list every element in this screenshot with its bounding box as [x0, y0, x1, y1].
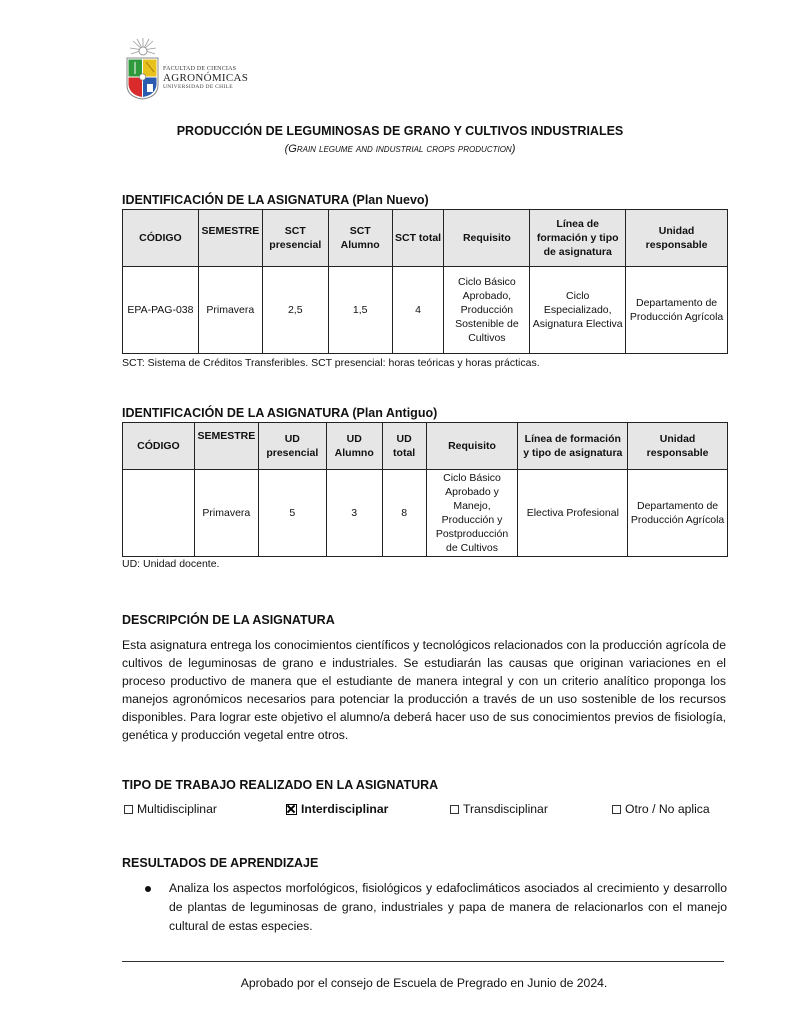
- col-header-total: UD total: [382, 423, 426, 470]
- bullet-icon: [145, 886, 151, 892]
- option-label: Otro / No aplica: [625, 802, 710, 816]
- logo-line-2: AGRONÓMICAS: [163, 72, 249, 84]
- plan-antiguo-table: [122, 422, 728, 557]
- tipo-trabajo-heading: TIPO DE TRABAJO REALIZADO EN LA ASIGNATURA: [122, 778, 439, 792]
- sun-rays-icon: [130, 38, 156, 58]
- checkbox-empty-icon[interactable]: [612, 805, 621, 814]
- col-header-unidad: Unidad responsable: [626, 210, 728, 267]
- university-shield-icon: [126, 57, 159, 100]
- col-header-codigo: CÓDIGO: [123, 210, 199, 267]
- col-header-alumno: SCT Alumno: [328, 210, 392, 267]
- cell-unidad: Departamento de Producción Agrícola: [626, 267, 728, 354]
- logo-line-1: FACULTAD DE CIENCIAS: [163, 66, 237, 72]
- faculty-logo: [122, 38, 249, 104]
- cell-total: 8: [382, 470, 426, 557]
- checkbox-empty-icon[interactable]: [124, 805, 133, 814]
- plan-nuevo-heading: IDENTIFICACIÓN DE LA ASIGNATURA (Plan Nuevo): [122, 193, 429, 207]
- document-title: PRODUCCIÓN DE LEGUMINOSAS DE GRANO Y CULTIVOS INDUSTRIALES: [176, 124, 624, 138]
- option-label: Interdisciplinar: [301, 802, 389, 816]
- option-label: Multidisciplinar: [137, 802, 217, 816]
- cell-linea: Ciclo Especializado, Asignatura Electiva: [530, 267, 626, 354]
- footer-divider: [122, 961, 724, 962]
- table-header-row: [123, 210, 728, 267]
- cell-total: 4: [392, 267, 444, 354]
- cell-alumno: 1,5: [328, 267, 392, 354]
- logo-line-3: UNIVERSIDAD DE CHILE: [163, 84, 233, 90]
- cell-requisito: Ciclo Básico Aprobado, Producción Sostenible de Cultivos: [444, 267, 530, 354]
- list-item: [145, 879, 727, 936]
- plan-nuevo-table: [122, 209, 728, 354]
- col-header-presencial: SCT presencial: [262, 210, 328, 267]
- checkbox-empty-icon[interactable]: [450, 805, 459, 814]
- col-header-linea: Línea de formación y tipo de asignatura: [530, 210, 626, 267]
- resultados-heading: RESULTADOS DE APRENDIZAJE: [122, 856, 319, 870]
- table-header-row: [123, 423, 728, 470]
- ud-note: UD: Unidad docente.: [122, 558, 220, 570]
- resultado-text: Analiza los aspectos morfológicos, fisiológicos y edafoclimáticos asociados al crecimiento y desarrollo de plantas de leguminosas de grano, industriales y papa de manera de relacionarlos con el manejo cultural de estas especies.: [169, 881, 727, 933]
- option-multidisciplinar[interactable]: [124, 802, 217, 816]
- cell-presencial: 5: [258, 470, 326, 557]
- col-header-presencial: UD presencial: [258, 423, 326, 470]
- cell-semestre: Primavera: [198, 267, 262, 354]
- cell-requisito: Ciclo Básico Aprobado y Manejo, Producción y Postproducción de Cultivos: [426, 470, 518, 557]
- footer-approval-text: Aprobado por el consejo de Escuela de Pregrado en Junio de 2024.: [240, 976, 608, 990]
- col-header-linea: Línea de formación y tipo de asignatura: [518, 423, 628, 470]
- col-header-codigo: CÓDIGO: [123, 423, 195, 470]
- col-header-total: SCT total: [392, 210, 444, 267]
- option-otro[interactable]: [612, 802, 710, 816]
- cell-unidad: Departamento de Producción Agrícola: [628, 470, 728, 557]
- checkbox-checked-icon[interactable]: [286, 804, 297, 815]
- table-row: [123, 267, 728, 354]
- cell-alumno: 3: [326, 470, 382, 557]
- document-subtitle: (Grain legume and industrial crops production): [284, 143, 516, 155]
- cell-codigo: [123, 470, 195, 557]
- resultados-list: [145, 879, 727, 936]
- option-interdisciplinar[interactable]: [286, 802, 388, 816]
- cell-presencial: 2,5: [262, 267, 328, 354]
- col-header-alumno: UD Alumno: [326, 423, 382, 470]
- cell-semestre: Primavera: [194, 470, 258, 557]
- tipo-trabajo-options: [122, 802, 732, 820]
- col-header-semestre: SEMESTRE: [198, 210, 262, 267]
- sct-note: SCT: Sistema de Créditos Transferibles. SCT presencial: horas teóricas y horas prácticas.: [122, 357, 540, 369]
- cell-codigo: EPA-PAG-038: [123, 267, 199, 354]
- descripcion-text: Esta asignatura entrega los conocimientos científicos y tecnológicos relacionados con la producción agrícola de cultivos de leguminosas de grano e industriales. Se estudiarán las causas que originan variaciones en el proceso productivo de manera que el estudiante de manera integral y con un criterio analítico proponga los manejos agronómicos necesarios para potenciar la producción a través de un uso sostenible de los recursos disponibles. Para lograr este objetivo el alumno/a deberá hacer uso de sus conocimientos previos de fisiología, genética y producción vegetal entre otros.: [122, 638, 726, 742]
- option-transdisciplinar[interactable]: [450, 802, 548, 816]
- table-row: [123, 470, 728, 557]
- cell-linea: Electiva Profesional: [518, 470, 628, 557]
- plan-antiguo-heading: IDENTIFICACIÓN DE LA ASIGNATURA (Plan Antiguo): [122, 406, 438, 420]
- col-header-unidad: Unidad responsable: [628, 423, 728, 470]
- descripcion-heading: DESCRIPCIÓN DE LA ASIGNATURA: [122, 613, 335, 627]
- option-label: Transdisciplinar: [463, 802, 548, 816]
- col-header-semestre: SEMESTRE: [194, 423, 258, 470]
- col-header-requisito: Requisito: [426, 423, 518, 470]
- col-header-requisito: Requisito: [444, 210, 530, 267]
